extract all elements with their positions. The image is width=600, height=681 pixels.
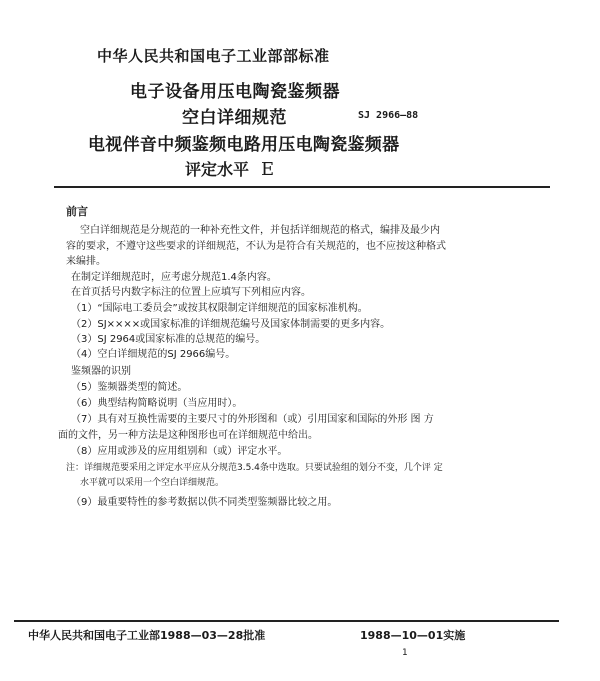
ministry-header: 中华人民共和国电子工业部部标准 xyxy=(97,47,330,65)
title-line-1: 电子设备用压电陶瓷鉴频器 xyxy=(130,82,340,102)
body-line-2: 容的要求，不遵守这些要求的详细规范，不认为是符合有关规范的，也不应按这种格式 xyxy=(66,241,446,252)
bottom-rule xyxy=(14,620,559,622)
top-rule xyxy=(54,186,550,188)
title-line-3: 电视伴音中频鉴频电路用压电陶瓷鉴频器 xyxy=(88,135,400,155)
body-line-1: 空白详细规范是分规范的一种补充性文件，并包括详细规范的格式，编排及最少内 xyxy=(80,225,440,236)
body-line-6: （1）“国际电工委员会”或按其权限制定详细规范的国家标准机构。 xyxy=(71,303,368,314)
body-line-5: 在首页括号内数字标注的位置上应填写下列相应内容。 xyxy=(71,287,311,298)
assessment-level-label: 评定水平 xyxy=(185,160,250,179)
standard-number: SJ 2966—88 xyxy=(358,110,419,121)
body-line-14: 面的文件，另一种方法是这种图形也可在详细规范中给出。 xyxy=(58,430,318,441)
title-line-2: 空白详细规范 xyxy=(182,108,287,128)
note-line-2: 水平就可以采用一个空白详细规范。 xyxy=(80,478,225,488)
assessment-level-letter: E xyxy=(261,159,275,180)
body-line-7: （2）SJ××××或国家标准的详细规范编号及国家体制需要的更多内容。 xyxy=(71,319,391,330)
body-line-16: （9）最重要特性的参考数据以供不同类型鉴频器比较之用。 xyxy=(71,497,338,508)
page-number: 1 xyxy=(402,648,408,658)
body-line-9: （4）空白详细规范的SJ 2966编号。 xyxy=(71,349,236,360)
note-line-1: 注：详细规范要采用之评定水平应从分规范3.5.4条中选取。只要试验组的划分不变，几个评 定 xyxy=(66,463,443,473)
approval-date: 中华人民共和国电子工业部1988—03—28批准 xyxy=(28,629,266,642)
body-line-4: 在制定详细规范时，应考虑分规范1.4条内容。 xyxy=(71,272,277,283)
body-line-11: （5）鉴频器类型的简述。 xyxy=(71,382,188,393)
preface-heading: 前言 xyxy=(66,205,88,218)
body-line-13: （7）具有对互换性需要的主要尺寸的外形图和（或）引用国家和国际的外形 图 方 xyxy=(71,414,434,425)
body-line-12: （6）典型结构简略说明（当应用时）。 xyxy=(71,398,243,409)
title-line-4 xyxy=(185,157,274,180)
body-line-15: （8）应用或涉及的应用组别和（或）评定水平。 xyxy=(71,446,288,457)
body-line-8: （3）SJ 2964或国家标准的总规范的编号。 xyxy=(71,334,266,345)
implementation-date: 1988—10—01实施 xyxy=(360,629,466,642)
body-line-10: 鉴频器的识别 xyxy=(71,366,131,377)
body-line-3: 来编排。 xyxy=(66,256,106,267)
